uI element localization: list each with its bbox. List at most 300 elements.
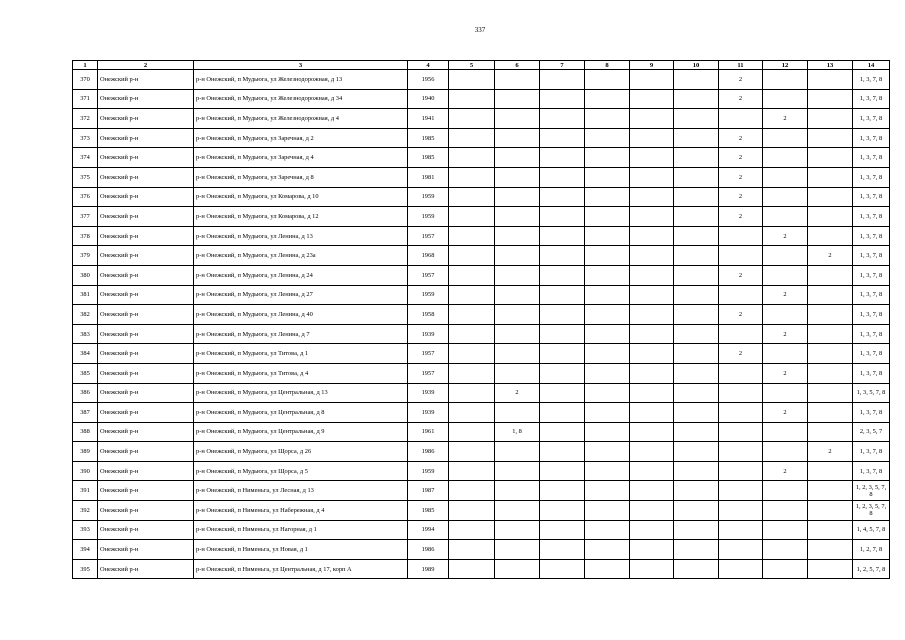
table-cell-col-10 (674, 363, 719, 383)
table-cell-col-5 (449, 559, 495, 579)
table-cell-col-5 (449, 363, 495, 383)
table-cell-col-12 (763, 442, 808, 462)
table-cell-col-12: 2 (763, 363, 808, 383)
table-cell-col-12 (763, 501, 808, 521)
table-cell-col-9 (630, 305, 674, 325)
table-cell-col-4: 1959 (408, 187, 449, 207)
table-cell-col-13 (808, 265, 853, 285)
table-cell-col-4: 1958 (408, 305, 449, 325)
table-cell-col-6 (495, 167, 540, 187)
table-cell-col-2: Онежский р-н (98, 363, 194, 383)
table-cell-col-6 (495, 461, 540, 481)
table-cell-col-5 (449, 265, 495, 285)
table-cell-col-6 (495, 324, 540, 344)
table-cell-col-10 (674, 285, 719, 305)
table-cell-col-10 (674, 461, 719, 481)
table-cell-col-12 (763, 128, 808, 148)
table-cell-col-10 (674, 442, 719, 462)
table-cell-col-13 (808, 109, 853, 129)
table-cell-col-11: 2 (719, 207, 763, 227)
table-cell-col-4: 1981 (408, 167, 449, 187)
table-cell-col-11: 2 (719, 148, 763, 168)
table-row (73, 403, 890, 423)
table-cell-col-8 (585, 403, 630, 423)
table-cell-col-4: 1939 (408, 403, 449, 423)
table-cell-col-3: р-н Онежский, п Мудьюга, ул Титова, д 4 (194, 363, 408, 383)
table-row (73, 285, 890, 305)
table-cell-col-3: р-н Онежский, п Нименьга, ул Лесная, д 13 (194, 481, 408, 501)
column-header-8: 8 (585, 61, 630, 70)
table-cell-col-2: Онежский р-н (98, 207, 194, 227)
table-header (73, 61, 890, 70)
table-cell-col-5 (449, 89, 495, 109)
table-cell-col-1: 383 (73, 324, 98, 344)
table-cell-col-3: р-н Онежский, п Мудьюга, ул Ленина, д 40 (194, 305, 408, 325)
table-cell-col-1: 378 (73, 226, 98, 246)
table-cell-col-13 (808, 422, 853, 442)
table-cell-col-11: 2 (719, 70, 763, 90)
table-cell-col-14: 1, 3, 7, 8 (853, 128, 890, 148)
table-cell-col-2: Онежский р-н (98, 442, 194, 462)
table-cell-col-9 (630, 442, 674, 462)
table-cell-col-5 (449, 128, 495, 148)
table-cell-col-14: 1, 3, 7, 8 (853, 109, 890, 129)
housing-table (72, 60, 890, 579)
table-cell-col-9 (630, 481, 674, 501)
table-cell-col-11: 2 (719, 305, 763, 325)
table-cell-col-10 (674, 167, 719, 187)
table-cell-col-1: 375 (73, 167, 98, 187)
table-cell-col-10 (674, 540, 719, 560)
table-cell-col-4: 1989 (408, 559, 449, 579)
table-row (73, 501, 890, 521)
table-cell-col-8 (585, 246, 630, 266)
table-cell-col-6 (495, 109, 540, 129)
table-cell-col-6 (495, 226, 540, 246)
table-cell-col-13 (808, 383, 853, 403)
table-cell-col-6 (495, 520, 540, 540)
table-cell-col-1: 379 (73, 246, 98, 266)
column-header-10: 10 (674, 61, 719, 70)
table-cell-col-12 (763, 89, 808, 109)
table-cell-col-4: 1957 (408, 363, 449, 383)
table-row (73, 442, 890, 462)
table-cell-col-12 (763, 207, 808, 227)
column-header-3: 3 (194, 61, 408, 70)
table-cell-col-12 (763, 559, 808, 579)
table-cell-col-12 (763, 520, 808, 540)
table-row (73, 324, 890, 344)
table-cell-col-14: 1, 3, 7, 8 (853, 265, 890, 285)
table-cell-col-13: 2 (808, 246, 853, 266)
table-cell-col-2: Онежский р-н (98, 148, 194, 168)
table-cell-col-4: 1940 (408, 89, 449, 109)
table-cell-col-13 (808, 461, 853, 481)
table-cell-col-5 (449, 383, 495, 403)
table-cell-col-10 (674, 265, 719, 285)
table-cell-col-11: 2 (719, 167, 763, 187)
column-header-14: 14 (853, 61, 890, 70)
table-cell-col-13 (808, 207, 853, 227)
column-header-5: 5 (449, 61, 495, 70)
table-cell-col-11 (719, 442, 763, 462)
table-cell-col-2: Онежский р-н (98, 344, 194, 364)
table-cell-col-7 (540, 559, 585, 579)
table-row (73, 305, 890, 325)
table-cell-col-6 (495, 265, 540, 285)
table-body (73, 70, 890, 579)
table-row (73, 481, 890, 501)
table-cell-col-13 (808, 520, 853, 540)
table-cell-col-14: 1, 3, 5, 7, 8 (853, 383, 890, 403)
table-cell-col-7 (540, 403, 585, 423)
table-cell-col-10 (674, 403, 719, 423)
table-cell-col-11: 2 (719, 344, 763, 364)
table-row (73, 148, 890, 168)
table-cell-col-3: р-н Онежский, п Мудьюга, ул Центральная, д 13 (194, 383, 408, 403)
table-cell-col-2: Онежский р-н (98, 481, 194, 501)
table-cell-col-2: Онежский р-н (98, 559, 194, 579)
table-cell-col-14: 1, 2, 3, 5, 7, 8 (853, 501, 890, 521)
table-cell-col-12 (763, 383, 808, 403)
table-row (73, 128, 890, 148)
table-cell-col-3: р-н Онежский, п Мудьюга, ул Заречная, д 8 (194, 167, 408, 187)
table-cell-col-10 (674, 422, 719, 442)
table-cell-col-3: р-н Онежский, п Мудьюга, ул Центральная, д 8 (194, 403, 408, 423)
table-cell-col-13 (808, 187, 853, 207)
table-cell-col-2: Онежский р-н (98, 383, 194, 403)
table-cell-col-14: 1, 3, 7, 8 (853, 167, 890, 187)
table-cell-col-3: р-н Онежский, п Нименьга, ул Центральная, д 17, корп А (194, 559, 408, 579)
table-cell-col-11 (719, 403, 763, 423)
table-cell-col-6 (495, 89, 540, 109)
table-cell-col-5 (449, 461, 495, 481)
table-cell-col-5 (449, 422, 495, 442)
table-cell-col-8 (585, 442, 630, 462)
table-cell-col-3: р-н Онежский, п Мудьюга, ул Центральная, д 9 (194, 422, 408, 442)
table-cell-col-7 (540, 109, 585, 129)
table-cell-col-6 (495, 442, 540, 462)
table-cell-col-6 (495, 187, 540, 207)
table-cell-col-1: 374 (73, 148, 98, 168)
table-cell-col-7 (540, 89, 585, 109)
table-row (73, 422, 890, 442)
table-cell-col-9 (630, 109, 674, 129)
column-header-2: 2 (98, 61, 194, 70)
table-cell-col-5 (449, 344, 495, 364)
column-header-9: 9 (630, 61, 674, 70)
table-cell-col-14: 1, 3, 7, 8 (853, 442, 890, 462)
table-cell-col-3: р-н Онежский, п Нименьга, ул Новая, д 1 (194, 540, 408, 560)
table-cell-col-9 (630, 207, 674, 227)
table-cell-col-14: 1, 2, 7, 8 (853, 540, 890, 560)
table-cell-col-4: 1985 (408, 501, 449, 521)
table-cell-col-4: 1956 (408, 70, 449, 90)
table-cell-col-7 (540, 383, 585, 403)
table-cell-col-12 (763, 344, 808, 364)
table-cell-col-8 (585, 501, 630, 521)
table-cell-col-12 (763, 70, 808, 90)
table-cell-col-1: 384 (73, 344, 98, 364)
table-cell-col-14: 2, 3, 5, 7 (853, 422, 890, 442)
table-cell-col-7 (540, 481, 585, 501)
table-cell-col-3: р-н Онежский, п Мудьюга, ул Титова, д 1 (194, 344, 408, 364)
table-cell-col-8 (585, 148, 630, 168)
table-cell-col-13 (808, 344, 853, 364)
table-cell-col-14: 1, 3, 7, 8 (853, 207, 890, 227)
table-cell-col-2: Онежский р-н (98, 520, 194, 540)
table-row (73, 559, 890, 579)
table-row (73, 226, 890, 246)
table-cell-col-8 (585, 207, 630, 227)
table-cell-col-6 (495, 363, 540, 383)
table-cell-col-1: 372 (73, 109, 98, 129)
table-cell-col-7 (540, 128, 585, 148)
table-cell-col-4: 1987 (408, 481, 449, 501)
table-cell-col-6 (495, 403, 540, 423)
table-cell-col-8 (585, 540, 630, 560)
table-cell-col-9 (630, 128, 674, 148)
table-cell-col-11 (719, 246, 763, 266)
table-cell-col-14: 1, 3, 7, 8 (853, 363, 890, 383)
table-cell-col-9 (630, 285, 674, 305)
table-cell-col-9 (630, 363, 674, 383)
table-cell-col-1: 380 (73, 265, 98, 285)
table-cell-col-5 (449, 481, 495, 501)
table-cell-col-8 (585, 187, 630, 207)
table-cell-col-14: 1, 3, 7, 8 (853, 89, 890, 109)
table-cell-col-9 (630, 265, 674, 285)
column-header-11: 11 (719, 61, 763, 70)
table-cell-col-2: Онежский р-н (98, 70, 194, 90)
table-cell-col-14: 1, 2, 3, 5, 7, 8 (853, 481, 890, 501)
table-cell-col-7 (540, 246, 585, 266)
table-cell-col-10 (674, 559, 719, 579)
table-cell-col-9 (630, 246, 674, 266)
table-cell-col-8 (585, 89, 630, 109)
table-cell-col-4: 1994 (408, 520, 449, 540)
table-cell-col-10 (674, 481, 719, 501)
table-cell-col-1: 386 (73, 383, 98, 403)
table-cell-col-9 (630, 403, 674, 423)
table-cell-col-7 (540, 324, 585, 344)
table-cell-col-10 (674, 148, 719, 168)
column-header-7: 7 (540, 61, 585, 70)
table-row (73, 167, 890, 187)
table-cell-col-7 (540, 461, 585, 481)
table-cell-col-4: 1986 (408, 540, 449, 560)
table-cell-col-14: 1, 3, 7, 8 (853, 324, 890, 344)
table-cell-col-3: р-н Онежский, п Мудьюга, ул Ленина, д 27 (194, 285, 408, 305)
table-cell-col-10 (674, 344, 719, 364)
table-cell-col-11: 2 (719, 265, 763, 285)
table-cell-col-5 (449, 501, 495, 521)
table-cell-col-2: Онежский р-н (98, 305, 194, 325)
table-cell-col-11 (719, 481, 763, 501)
table-cell-col-1: 390 (73, 461, 98, 481)
table-cell-col-4: 1939 (408, 383, 449, 403)
table-cell-col-10 (674, 520, 719, 540)
table-cell-col-2: Онежский р-н (98, 128, 194, 148)
table-cell-col-10 (674, 246, 719, 266)
table-cell-col-1: 388 (73, 422, 98, 442)
table-cell-col-8 (585, 481, 630, 501)
table-cell-col-3: р-н Онежский, п Мудьюга, ул Железнодорожная, д 4 (194, 109, 408, 129)
table-cell-col-14: 1, 4, 5, 7, 8 (853, 520, 890, 540)
table-cell-col-7 (540, 207, 585, 227)
table-cell-col-6: 1, 8 (495, 422, 540, 442)
table-cell-col-9 (630, 540, 674, 560)
table-row (73, 461, 890, 481)
table-row (73, 70, 890, 90)
table-cell-col-4: 1985 (408, 148, 449, 168)
table-cell-col-11: 2 (719, 89, 763, 109)
table-cell-col-9 (630, 324, 674, 344)
table-cell-col-1: 381 (73, 285, 98, 305)
table-cell-col-1: 394 (73, 540, 98, 560)
table-cell-col-8 (585, 363, 630, 383)
table-cell-col-13: 2 (808, 442, 853, 462)
table-cell-col-5 (449, 285, 495, 305)
table-cell-col-8 (585, 559, 630, 579)
table-cell-col-2: Онежский р-н (98, 501, 194, 521)
table-cell-col-13 (808, 540, 853, 560)
table-cell-col-7 (540, 70, 585, 90)
table-cell-col-6 (495, 285, 540, 305)
table-cell-col-1: 395 (73, 559, 98, 579)
table-cell-col-7 (540, 265, 585, 285)
table-cell-col-3: р-н Онежский, п Мудьюга, ул Ленина, д 23а (194, 246, 408, 266)
table-cell-col-13 (808, 559, 853, 579)
table-cell-col-11: 2 (719, 128, 763, 148)
table-cell-col-4: 1986 (408, 442, 449, 462)
table-row (73, 265, 890, 285)
table-cell-col-1: 393 (73, 520, 98, 540)
table-cell-col-2: Онежский р-н (98, 246, 194, 266)
table-cell-col-14: 1, 3, 7, 8 (853, 285, 890, 305)
table-cell-col-3: р-н Онежский, п Мудьюга, ул Щорса, д 26 (194, 442, 408, 462)
table-row (73, 109, 890, 129)
table-cell-col-7 (540, 501, 585, 521)
table-cell-col-11 (719, 422, 763, 442)
table-cell-col-9 (630, 226, 674, 246)
table-cell-col-7 (540, 520, 585, 540)
table-cell-col-3: р-н Онежский, п Мудьюга, ул Комарова, д 12 (194, 207, 408, 227)
table-cell-col-7 (540, 540, 585, 560)
table-cell-col-6 (495, 148, 540, 168)
table-cell-col-4: 1985 (408, 128, 449, 148)
table-row (73, 344, 890, 364)
table-cell-col-6 (495, 128, 540, 148)
table-cell-col-13 (808, 363, 853, 383)
table-cell-col-6 (495, 246, 540, 266)
table-cell-col-8 (585, 305, 630, 325)
table-cell-col-7 (540, 305, 585, 325)
table-cell-col-12 (763, 148, 808, 168)
table-cell-col-3: р-н Онежский, п Мудьюга, ул Ленина, д 13 (194, 226, 408, 246)
table-cell-col-2: Онежский р-н (98, 265, 194, 285)
table-cell-col-13 (808, 501, 853, 521)
table-cell-col-4: 1961 (408, 422, 449, 442)
table-cell-col-12 (763, 246, 808, 266)
table-cell-col-9 (630, 501, 674, 521)
table-cell-col-1: 376 (73, 187, 98, 207)
table-cell-col-14: 1, 3, 7, 8 (853, 148, 890, 168)
table-cell-col-8 (585, 422, 630, 442)
page-number: 337 (474, 26, 486, 34)
table-cell-col-6 (495, 207, 540, 227)
table-cell-col-12 (763, 187, 808, 207)
table-cell-col-2: Онежский р-н (98, 403, 194, 423)
table-cell-col-10 (674, 501, 719, 521)
table-cell-col-3: р-н Онежский, п Мудьюга, ул Ленина, д 7 (194, 324, 408, 344)
column-header-6: 6 (495, 61, 540, 70)
table-cell-col-13 (808, 285, 853, 305)
table-row (73, 383, 890, 403)
column-header-12: 12 (763, 61, 808, 70)
table-cell-col-3: р-н Онежский, п Мудьюга, ул Заречная, д 2 (194, 128, 408, 148)
table-cell-col-11 (719, 559, 763, 579)
table-cell-col-12: 2 (763, 461, 808, 481)
table-cell-col-6 (495, 344, 540, 364)
table-cell-col-7 (540, 344, 585, 364)
table-cell-col-7 (540, 285, 585, 305)
table-cell-col-7 (540, 187, 585, 207)
table-cell-col-7 (540, 167, 585, 187)
table-cell-col-2: Онежский р-н (98, 226, 194, 246)
table-cell-col-5 (449, 226, 495, 246)
table-cell-col-11 (719, 501, 763, 521)
table-cell-col-8 (585, 520, 630, 540)
table-row (73, 207, 890, 227)
table-cell-col-14: 1, 3, 7, 8 (853, 461, 890, 481)
table-row (73, 363, 890, 383)
table-cell-col-8 (585, 461, 630, 481)
table-cell-col-6 (495, 481, 540, 501)
table-cell-col-2: Онежский р-н (98, 285, 194, 305)
table-cell-col-12 (763, 481, 808, 501)
table-cell-col-9 (630, 344, 674, 364)
table-row (73, 246, 890, 266)
table-cell-col-14: 1, 3, 7, 8 (853, 226, 890, 246)
table-cell-col-5 (449, 109, 495, 129)
table-cell-col-13 (808, 89, 853, 109)
table-cell-col-11 (719, 383, 763, 403)
column-header-13: 13 (808, 61, 853, 70)
column-header-4: 4 (408, 61, 449, 70)
table-cell-col-3: р-н Онежский, п Мудьюга, ул Железнодорожная, д 13 (194, 70, 408, 90)
table-cell-col-8 (585, 167, 630, 187)
table-cell-col-2: Онежский р-н (98, 540, 194, 560)
table-cell-col-9 (630, 70, 674, 90)
table-cell-col-10 (674, 383, 719, 403)
table-cell-col-14: 1, 3, 7, 8 (853, 305, 890, 325)
table-cell-col-5 (449, 246, 495, 266)
table-cell-col-3: р-н Онежский, п Нименьга, ул Нагорная, д 1 (194, 520, 408, 540)
table-cell-col-8 (585, 344, 630, 364)
table-cell-col-13 (808, 128, 853, 148)
table-cell-col-9 (630, 461, 674, 481)
table-cell-col-6 (495, 540, 540, 560)
table-cell-col-8 (585, 324, 630, 344)
table-cell-col-10 (674, 324, 719, 344)
table-cell-col-12 (763, 422, 808, 442)
table-cell-col-5 (449, 167, 495, 187)
table-cell-col-5 (449, 442, 495, 462)
table-cell-col-1: 371 (73, 89, 98, 109)
table-cell-col-7 (540, 148, 585, 168)
table-cell-col-1: 385 (73, 363, 98, 383)
